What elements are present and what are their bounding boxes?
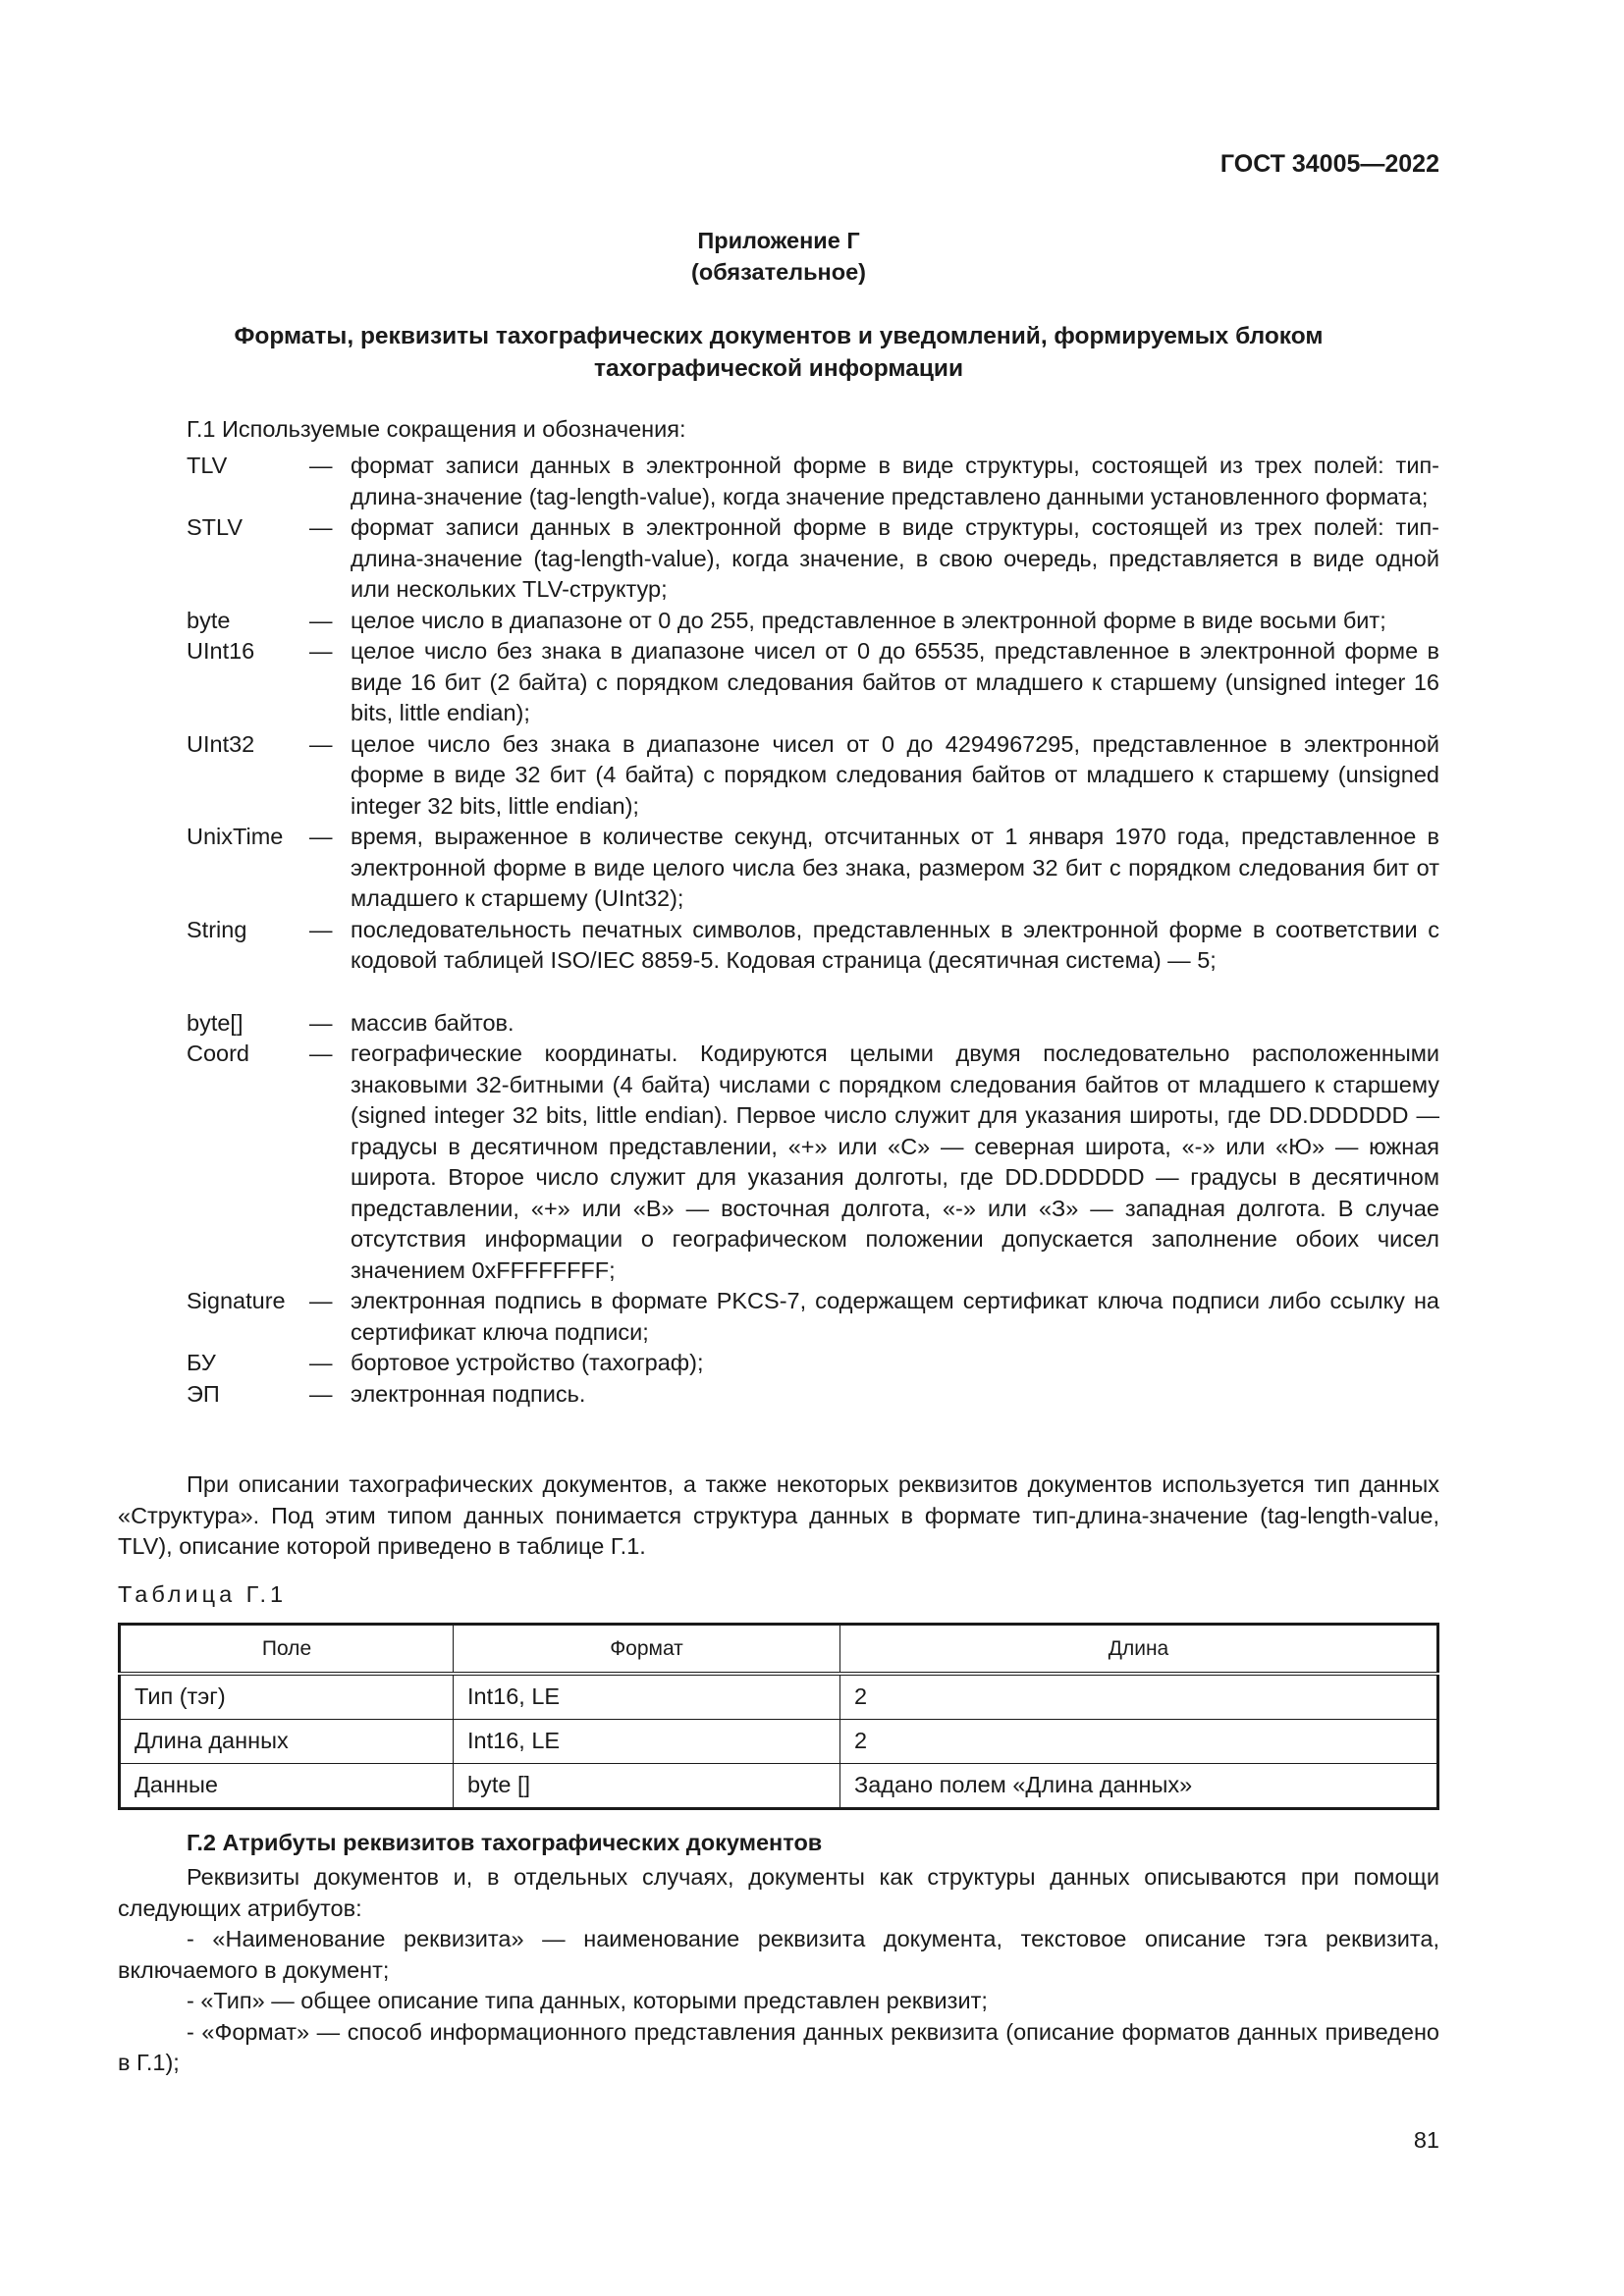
list-item: - «Наименование реквизита» — наименование реквизита документа, текстовое описание тэга реквизита, включаемого в документ; <box>118 1926 1439 1983</box>
definition-term: UInt32 <box>187 730 255 757</box>
definition-dash: — <box>309 916 333 942</box>
definition-item <box>118 822 1439 915</box>
definition-term: STLV <box>187 514 244 540</box>
definition-term: TLV <box>187 453 228 478</box>
definition-item <box>118 729 1439 823</box>
definition-dash: — <box>309 1380 333 1407</box>
table-cell: 2 <box>840 1720 1438 1764</box>
definition-dash: — <box>309 607 333 633</box>
table-cell: Задано полем «Длина данных» <box>840 1764 1438 1809</box>
section-1-heading: Г.1 Используемые сокращения и обозначения: <box>187 416 686 442</box>
paragraph: Реквизиты документов и, в отдельных случаях, документы как структуры данных описываются при помощи следующих атрибутов: <box>118 1864 1439 1921</box>
table-cell: Длина данных <box>120 1720 454 1764</box>
table-row <box>120 1764 1438 1809</box>
definition-dash: — <box>309 824 333 849</box>
table-cell: Int16, LE <box>454 1720 840 1764</box>
definition-item <box>118 512 1439 606</box>
definition-term: UnixTime <box>187 824 284 849</box>
definition-text: географические координаты. Кодируются целыми двумя последовательно расположенными знаковыми 32-битными (4 байта) числами с порядком следования байтов от младшего к старшему (signed integer 32 bits, little endian). Первое число служит для указания широты, где DD.DDDDDD — градусы в десятичном представлении, «+» или «С» — северная широта, «-» или «Ю» — южная широта. Второе число служит для указания долготы, где DD.DDDDDD — градусы в десятичном представлении, «+» или «В» — восточная долгота, «-» или «З» — западная долгота. В случае отсутствия информации о географическом положении допускается заполнение обоих чисел значением 0xFFFFFFFF; <box>351 1041 1439 1283</box>
section-2-heading: Г.2 Атрибуты реквизитов тахографических документов <box>187 1830 823 1855</box>
definition-text: бортовое устройство (тахограф); <box>351 1350 704 1375</box>
definition-item <box>118 606 1439 637</box>
definition-item <box>118 915 1439 977</box>
definition-item <box>118 1379 1439 1411</box>
list-item: - «Тип» — общее описание типа данных, которыми представлен реквизит; <box>187 1988 988 2013</box>
definition-text: целое число в диапазоне от 0 до 255, представленное в электронной форме в виде восьми бит; <box>351 607 1386 633</box>
table-caption: Таблица Г.1 <box>118 1581 288 1607</box>
definition-dash: — <box>309 453 333 478</box>
definition-text: целое число без знака в диапазоне чисел от 0 до 4294967295, представленное в электронной форме в виде 32 бит (4 байта) с порядком следования байтов от младшего к старшему (unsigned integer 32 bits, little endian); <box>351 730 1439 819</box>
title-line: тахографической информации <box>593 355 964 382</box>
tlv-table <box>118 1623 1439 1810</box>
definition-item <box>118 1286 1439 1348</box>
definition-text: формат записи данных в электронной форме в виде структуры, состоящей из трех полей: тип-длина-значение (tag-length-value), когда значение представлено данными установленного формата; <box>351 453 1439 509</box>
definition-item <box>118 451 1439 512</box>
definition-dash: — <box>309 1041 333 1066</box>
appendix-status: (обязательное) <box>691 258 866 285</box>
section-2-body <box>118 1862 1439 2079</box>
definition-dash: — <box>309 1350 333 1375</box>
table-cell: Int16, LE <box>454 1674 840 1720</box>
title-line: Форматы, реквизиты тахографических документов и уведомлений, формируемых блоком <box>234 323 1324 349</box>
definition-text: целое число без знака в диапазоне чисел от 0 до 65535, представленное в электронной форме в виде 16 бит (2 байта) с порядком следования байтов от младшего к старшему (unsigned integer 16 bits, little endian); <box>351 638 1439 725</box>
standard-number: ГОСТ 34005—2022 <box>1219 150 1439 178</box>
definition-dash: — <box>309 638 333 664</box>
appendix-title <box>118 320 1439 385</box>
definition-text: электронная подпись. <box>351 1380 586 1407</box>
definition-text: последовательность печатных символов, представленных в электронной форме в соответствии с кодовой таблицей ISO/IEC 8859-5. Кодовая страница (десятичная система) — 5; <box>351 916 1439 973</box>
column-header: Поле <box>120 1625 454 1675</box>
definition-text: время, выраженное в количестве секунд, отсчитанных от 1 января 1970 года, представленное в электронной форме в виде целого числа без знака, размером 32 бит с порядком следования бит от младшего к старшему (UInt32); <box>351 824 1439 911</box>
definition-term: ЭП <box>187 1380 220 1407</box>
table-cell: 2 <box>840 1674 1438 1720</box>
definition-term: UInt16 <box>187 638 255 664</box>
definition-dash: — <box>309 514 333 540</box>
definition-item <box>118 636 1439 729</box>
definitions-list <box>118 451 1439 1410</box>
table-cell: Тип (тэг) <box>120 1674 454 1720</box>
definition-term: byte[] <box>187 1009 244 1036</box>
appendix-label: Приложение Г <box>697 228 860 253</box>
definition-text: массив байтов. <box>351 1009 514 1036</box>
table-cell: byte [] <box>454 1764 840 1809</box>
table-header-row <box>120 1625 1438 1675</box>
definition-text: электронная подпись в формате PKCS-7, содержащем сертификат ключа подписи либо ссылку на сертификат ключа подписи; <box>351 1288 1439 1345</box>
structure-paragraph: При описании тахографических документов, а также некоторых реквизитов документов используется тип данных «Структура». Под этим типом данных понимается структура данных в формате тип-длина-значение (tag-length-value, TLV), описание которой приведено в таблице Г.1. <box>118 1471 1439 1559</box>
definition-dash: — <box>309 730 333 757</box>
column-header: Формат <box>454 1625 840 1675</box>
page-number: 81 <box>1413 2127 1439 2153</box>
definition-text: формат записи данных в электронной форме в виде структуры, состоящей из трех полей: тип-длина-значение (tag-length-value), когда значение, в свою очередь, представляется в виде одной или нескольких TLV-структур; <box>351 514 1439 602</box>
column-header: Длина <box>840 1625 1438 1675</box>
definition-term: Signature <box>187 1288 286 1313</box>
definition-term: Coord <box>187 1041 250 1066</box>
definition-dash: — <box>309 1288 333 1313</box>
definition-item <box>118 1348 1439 1379</box>
table-row <box>120 1720 1438 1764</box>
appendix-heading <box>118 226 1439 288</box>
definition-term: String <box>187 916 247 942</box>
table-row <box>120 1674 1438 1720</box>
list-item: - «Формат» — способ информационного представления данных реквизита (описание форматов данных приведено в Г.1); <box>118 2018 1439 2075</box>
table-cell: Данные <box>120 1764 454 1809</box>
definition-item <box>118 1008 1439 1040</box>
definition-item <box>118 1039 1439 1286</box>
definition-dash: — <box>309 1009 333 1036</box>
definition-term: БУ <box>187 1350 216 1375</box>
definition-term: byte <box>187 607 231 633</box>
